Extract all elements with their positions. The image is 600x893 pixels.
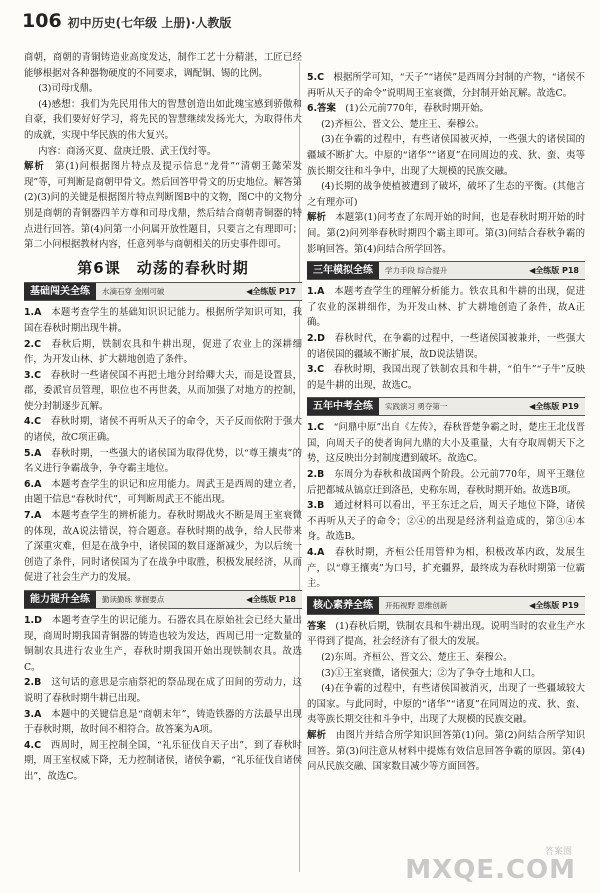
list-item: 7.A 本题考查学生的辨析能力。春秋时期战火不断是周王室衰微的体现，故A说法错误，符合题意。春秋时期的战争，给人民带来了深重灾难，但是在战争中，诸侯国的数目逐渐减少，为以后统一创造了条件，同时诸侯国为了在战争中取胜，积极发展经济，从而促进了社会生产力的发展。	[24, 510, 302, 584]
section-page-ref: ◀全练版 P18	[246, 594, 296, 604]
list-item: 2.D 春秋时代，在争霸的过程中，一些诸侯国被兼并，一些强大的诸侯国的疆域不断扩展，故D说法错误。	[307, 332, 585, 360]
analysis-label: 解析	[24, 161, 45, 173]
section-header-core	[307, 596, 585, 615]
section-header-exam	[307, 397, 585, 416]
answer-text: (3)①王室衰微，诸侯强大；②为了争夺土地和人口。	[321, 667, 541, 679]
section-name: 基础闯关全练	[24, 283, 96, 300]
answer-text: 商朝，商朝的青铜铸造业高度发达，制作工艺十分精湛，工匠已经能够根据对各种器物硬度的不同要求，调配铜、锡的比例。	[24, 52, 302, 79]
answer-item: 答案 (1)春秋后期，铁制农具和牛耕出现。说明当时的农业生产水平得到了提高，社会经济有了很大的发展。	[307, 620, 585, 648]
answer-text: (4)感想：我们为先民用伟大的智慧创造出如此瑰宝感到骄傲和自豪，我们要好好学习，将先民的智慧继续发扬光大，为取得伟大的成就，实现中华民族的伟大复兴。	[24, 98, 302, 141]
section-page-ref: ◀全练版 P18	[529, 265, 579, 275]
list-item: 3.B 通过材料可以看出，平王东迁之后，周天子地位下降，诸侯不再听从天子的命令；②④的出现是经济利益造成的，第③④本身。故选B。	[307, 500, 585, 543]
page-header	[22, 10, 231, 32]
answer-text: (2)东周。齐桓公、晋文公、楚庄王、秦穆公。	[321, 652, 513, 663]
section-name: 能力提升全练	[24, 591, 96, 608]
answer-text: 内容：商汤灭夏、盘庚迁殷、武王伐纣等。	[38, 145, 217, 157]
list-item: 5.C 根据所学可知，“天子”“诸侯”是西周分封制的产物，“诸侯不再听从天子的命令”说明周王室衰微，分封制开始瓦解。故选C。	[307, 72, 585, 99]
section-header-ability	[24, 590, 302, 609]
lesson-title: 第6课 动荡的春秋时期	[77, 258, 249, 277]
right-column	[307, 70, 585, 775]
section-subtitle: 勤读勤练 掌握要点	[102, 594, 165, 604]
list-item: 1.A 本题考查学生的理解分析能力。铁农具和牛耕的出现，促进了农业的深耕细作，为开发山林、扩大耕地创造了条件，故A正确。	[307, 286, 585, 329]
analysis-text: 解析 由图片并结合所学知识回答第(1)问。第(2)问结合所学知识回答。第(3)问注意从材料中提炼有效信息回答争霸的原因。第(4)问从民族交融、国家数目减少等方面回答。	[307, 729, 585, 773]
section-name: 五年中考全练	[307, 398, 379, 415]
list-item: 1.D 本题考查学生的识记能力。石器农具在原始社会已经大量出现，商周时期我国青铜器的铸造也较为发达，西周已用一定数量的铜制农具进行农业生产，春秋时期我国开始出现铁制农具。故选C。	[24, 615, 302, 673]
section-subtitle: 水滴石穿 金刚可破	[102, 287, 165, 297]
list-item: 4.C 西周时，周王控制全国，“礼乐征伐自天子出”，到了春秋时期，周王室权威下降，无力控制诸侯，诸侯争霸，“礼乐征伐自诸侯出”，故选C。	[24, 739, 302, 782]
answer-text: (4)长期的战争使植被遭到了破坏，破坏了生态的平衡。(其他言之有理亦可)	[307, 181, 585, 208]
list-item: 4.A 春秋时期，齐桓公任用管仲为相，积极改革内政，发展生产，以“尊王攘夷”为口号，扩充疆界，最终成为春秋时期第一位霸主。	[307, 547, 585, 590]
section-subtitle: 实践演习 勇夺第一	[385, 401, 448, 411]
list-item: 5.A 春秋时期，一些强大的诸侯国为取得优势，以“尊王攘夷”的名义进行争霸战争，争夺霸主地位。	[24, 447, 302, 475]
analysis-text: 解析 本题第(1)问考查了东周开始的时间，也是春秋时期开始的时间。第(2)问列举春秋时期四个霸主即可。第(3)问结合春秋争霸的影响回答。第(4)问结合所学回答。	[307, 212, 585, 255]
watermark-caption: 答案圈	[544, 847, 572, 857]
section-header-mock	[307, 261, 585, 280]
section-header-basic	[24, 282, 302, 301]
list-item: 2.B 东周分为春秋和战国两个阶段。公元前770年，周平王继位后把都城从镐京迁到洛邑，史称东周，春秋时期开始。故选B项。	[307, 469, 585, 496]
list-item: 3.A 本题中的关键信息是“商朝末年”，铸造铁器的方法最早出现于春秋时期，故时间不相符合。故答案为A项。	[24, 708, 302, 736]
list-item: 2.B 这句话的意思是宗庙祭祀的祭品现在成了田间的劳动力，这说明了春秋时期牛耕已出现。	[24, 677, 302, 704]
section-page-ref: ◀全练版 P19	[529, 401, 579, 411]
section-name: 三年模拟全练	[307, 262, 379, 279]
section-name: 核心素养全练	[307, 597, 379, 614]
answer-text: (3)在争霸的过程中，有些诸侯国被灭掉，一些强大的诸侯国的疆域不断扩大。中原的“诸华”“诸夏”在同周边的戎、狄、蛮、夷等族长期交往和斗争中，出现了大规模的民族交融。	[307, 134, 585, 177]
list-item: 1.A 本题考查学生的基础知识识记能力。根据所学知识可知，我国在春秋时期出现牛耕。	[24, 307, 302, 334]
section-subtitle: 开拓视野 思维创新	[385, 600, 448, 610]
analysis-text: 解析 第(1)问根据图片特点及提示信息“龙骨”“清朝王懿荣发现”等，可判断是商朝甲骨文。然后回答甲骨文的历史地位。解答第(2)(3)问的关键是根据图片特点判断图B中的文物，图C中的文物分别是商朝的青铜器四羊方尊和司母戊鼎，然后结合商朝青铜器的特点进行回答。第(4)问第一小问属开放性题目，只要言之有理即可；第二小问根据教材内容，任意列举与商朝相关的历史事件即可。	[24, 161, 302, 251]
list-item: 3.C 春秋时一些诸侯国不再把土地分封给卿大夫，而是设置县，郡，委派官员管理，职位也不再世袭，从而加强了对地方的控制，使分封制逐步瓦解。	[24, 369, 302, 412]
answer-text: (3)司母戊鼎。	[38, 83, 99, 95]
section-page-ref: ◀全练版 P19	[529, 600, 579, 610]
list-item: 1.C “问鼎中原”出自《左传》，春秋晋楚争霸之时，楚庄王北伐晋国，向周天子的使者询问九鼎的大小及重量，大有夺取周朝天下之势，这反映出分封制度遭到破坏。故选C。	[307, 422, 585, 465]
list-item: 3.C 春秋时期，我国出现了铁制农具和牛耕，“伯牛”“子牛”反映的是牛耕的出现，故选C。	[307, 364, 585, 391]
section-subtitle: 学力手段 综合提升	[385, 265, 448, 275]
book-title: 初中历史(七年级 上册)·人教版	[67, 16, 232, 30]
left-column	[24, 50, 302, 785]
answer-text: (2)齐桓公、晋文公、楚庄王、秦穆公。	[321, 118, 485, 130]
page-number: 106	[22, 10, 62, 32]
list-item: 4.C 春秋时期，诸侯不再听从天子的命令，天子反而依附于强大的诸侯，故C项正确。	[24, 416, 302, 444]
answer-item: 6.答案 (1)公元前770年，春秋时期开始。	[307, 103, 489, 115]
list-item: 6.A 本题考查学生的识记和应用能力。周武王是西周的建立者，由题干信息“春秋时代”，可判断周武王不能出现。	[24, 478, 302, 506]
watermark-logo: MXQE.COM	[405, 855, 576, 885]
section-page-ref: ◀全练版 P17	[246, 287, 296, 297]
list-item: 2.C 春秋后期，铁制农具和牛耕出现，促进了农业上的深耕细作，为开发山林、扩大耕地创造了条件。	[24, 338, 302, 366]
answer-text: (4)在争霸的过程中，有些诸侯国被消灭，出现了一些疆域较大的国家。与此同时，中原的“诸华”“诸夏”在同周边的戎、狄、蛮、夷等族长期交往和斗争中，出现了大规模的民族交融。	[307, 683, 585, 726]
